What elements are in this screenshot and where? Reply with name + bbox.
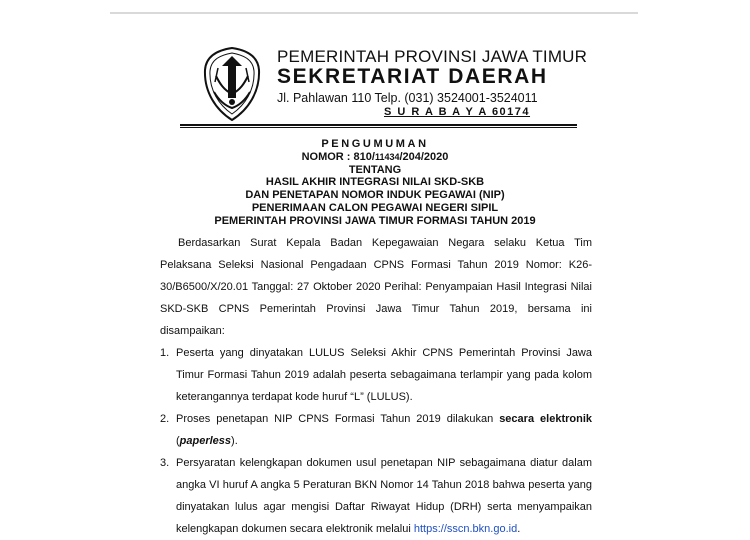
letterhead-rule-thin [180, 127, 577, 128]
announcement-about: TENTANG [348, 163, 402, 176]
letterhead-rule-thick [180, 124, 577, 126]
provincial-emblem-icon [202, 46, 262, 122]
subject-line: PEMERINTAH PROVINSI JAWA TIMUR FORMASI TAHUN 2019 [214, 214, 536, 227]
list-item-text: ). [231, 435, 238, 447]
number-mid: 11434 [374, 151, 400, 162]
number-suffix: /204/2020 [399, 150, 449, 163]
government-name: PEMERINTAH PROVINSI JAWA TIMUR [277, 47, 588, 66]
list-item-number: 1. [160, 347, 170, 359]
list-item-text: Peserta yang dinyatakan LULUS Seleksi Akhir CPNS Pemerintah Provinsi Jawa Timur Formasi Tahun 2019 adalah peserta sebagaimana terlampir yang pada kolom keterangannya terdapat kode huruf “L” (LULUS). [176, 347, 592, 403]
announcement-body [160, 232, 592, 540]
sscn-link[interactable]: https://sscn.bkn.go.id [413, 523, 518, 535]
announcement-number [150, 151, 600, 164]
list-item [160, 408, 592, 452]
office-address: Jl. Pahlawan 110 Telp. (031) 3524001-3524011 [277, 91, 538, 105]
office-name: SEKRETARIAT DAERAH [277, 65, 548, 88]
emphasis-electronic: secara elektronik [499, 413, 592, 425]
emphasis-paperless: paperless [179, 435, 232, 447]
office-city: S U R A B A Y A 60174 [384, 106, 531, 118]
subject-line: HASIL AKHIR INTEGRASI NILAI SKD-SKB [265, 176, 485, 189]
number-prefix: NOMOR : 810/ [301, 150, 375, 163]
list-item-number: 3. [160, 457, 170, 469]
list-item-text: . [517, 523, 521, 535]
top-divider [110, 12, 638, 14]
list-item-text: Persyaratan kelengkapan dokumen usul penetapan NIP sebagaimana diatur dalam angka VI huruf A angka 5 Peraturan BKN Nomor 14 Tahun 2018 bahwa peserta yang dinyatakan lulus agar mengisi Daftar Riwayat Hidup (DRH) serta menyampaikan kelengkapan dokumen secara elektronik melalui [176, 457, 592, 535]
list-item-text: ( [176, 435, 180, 447]
announcement-list [160, 342, 592, 540]
announcement-title: PENGUMUMAN [321, 138, 429, 150]
subject-line: DAN PENETAPAN NOMOR INDUK PEGAWAI (NIP) [245, 189, 505, 202]
list-item [160, 452, 592, 540]
list-item-number: 2. [160, 413, 170, 425]
intro-paragraph: Berdasarkan Surat Kepala Badan Kepegawaian Negara selaku Ketua Tim Pelaksana Seleksi Nasional Pengadaan CPNS Formasi Tahun 2019 Nomor: K26-30/B6500/X/20.01 Tanggal: 27 Oktober 2020 Perihal: Penyampaian Hasil Integrasi Nilai SKD-SKB CPNS Pemerintah Provinsi Jawa Timur Tahun 2019, bersama ini disampaikan: [160, 237, 592, 337]
subject-line: PENERIMAAN CALON PEGAWAI NEGERI SIPIL [251, 201, 499, 214]
announcement-heading [150, 138, 600, 228]
list-item [160, 342, 592, 408]
list-item-text: Proses penetapan NIP CPNS Formasi Tahun 2019 dilakukan [176, 413, 500, 425]
